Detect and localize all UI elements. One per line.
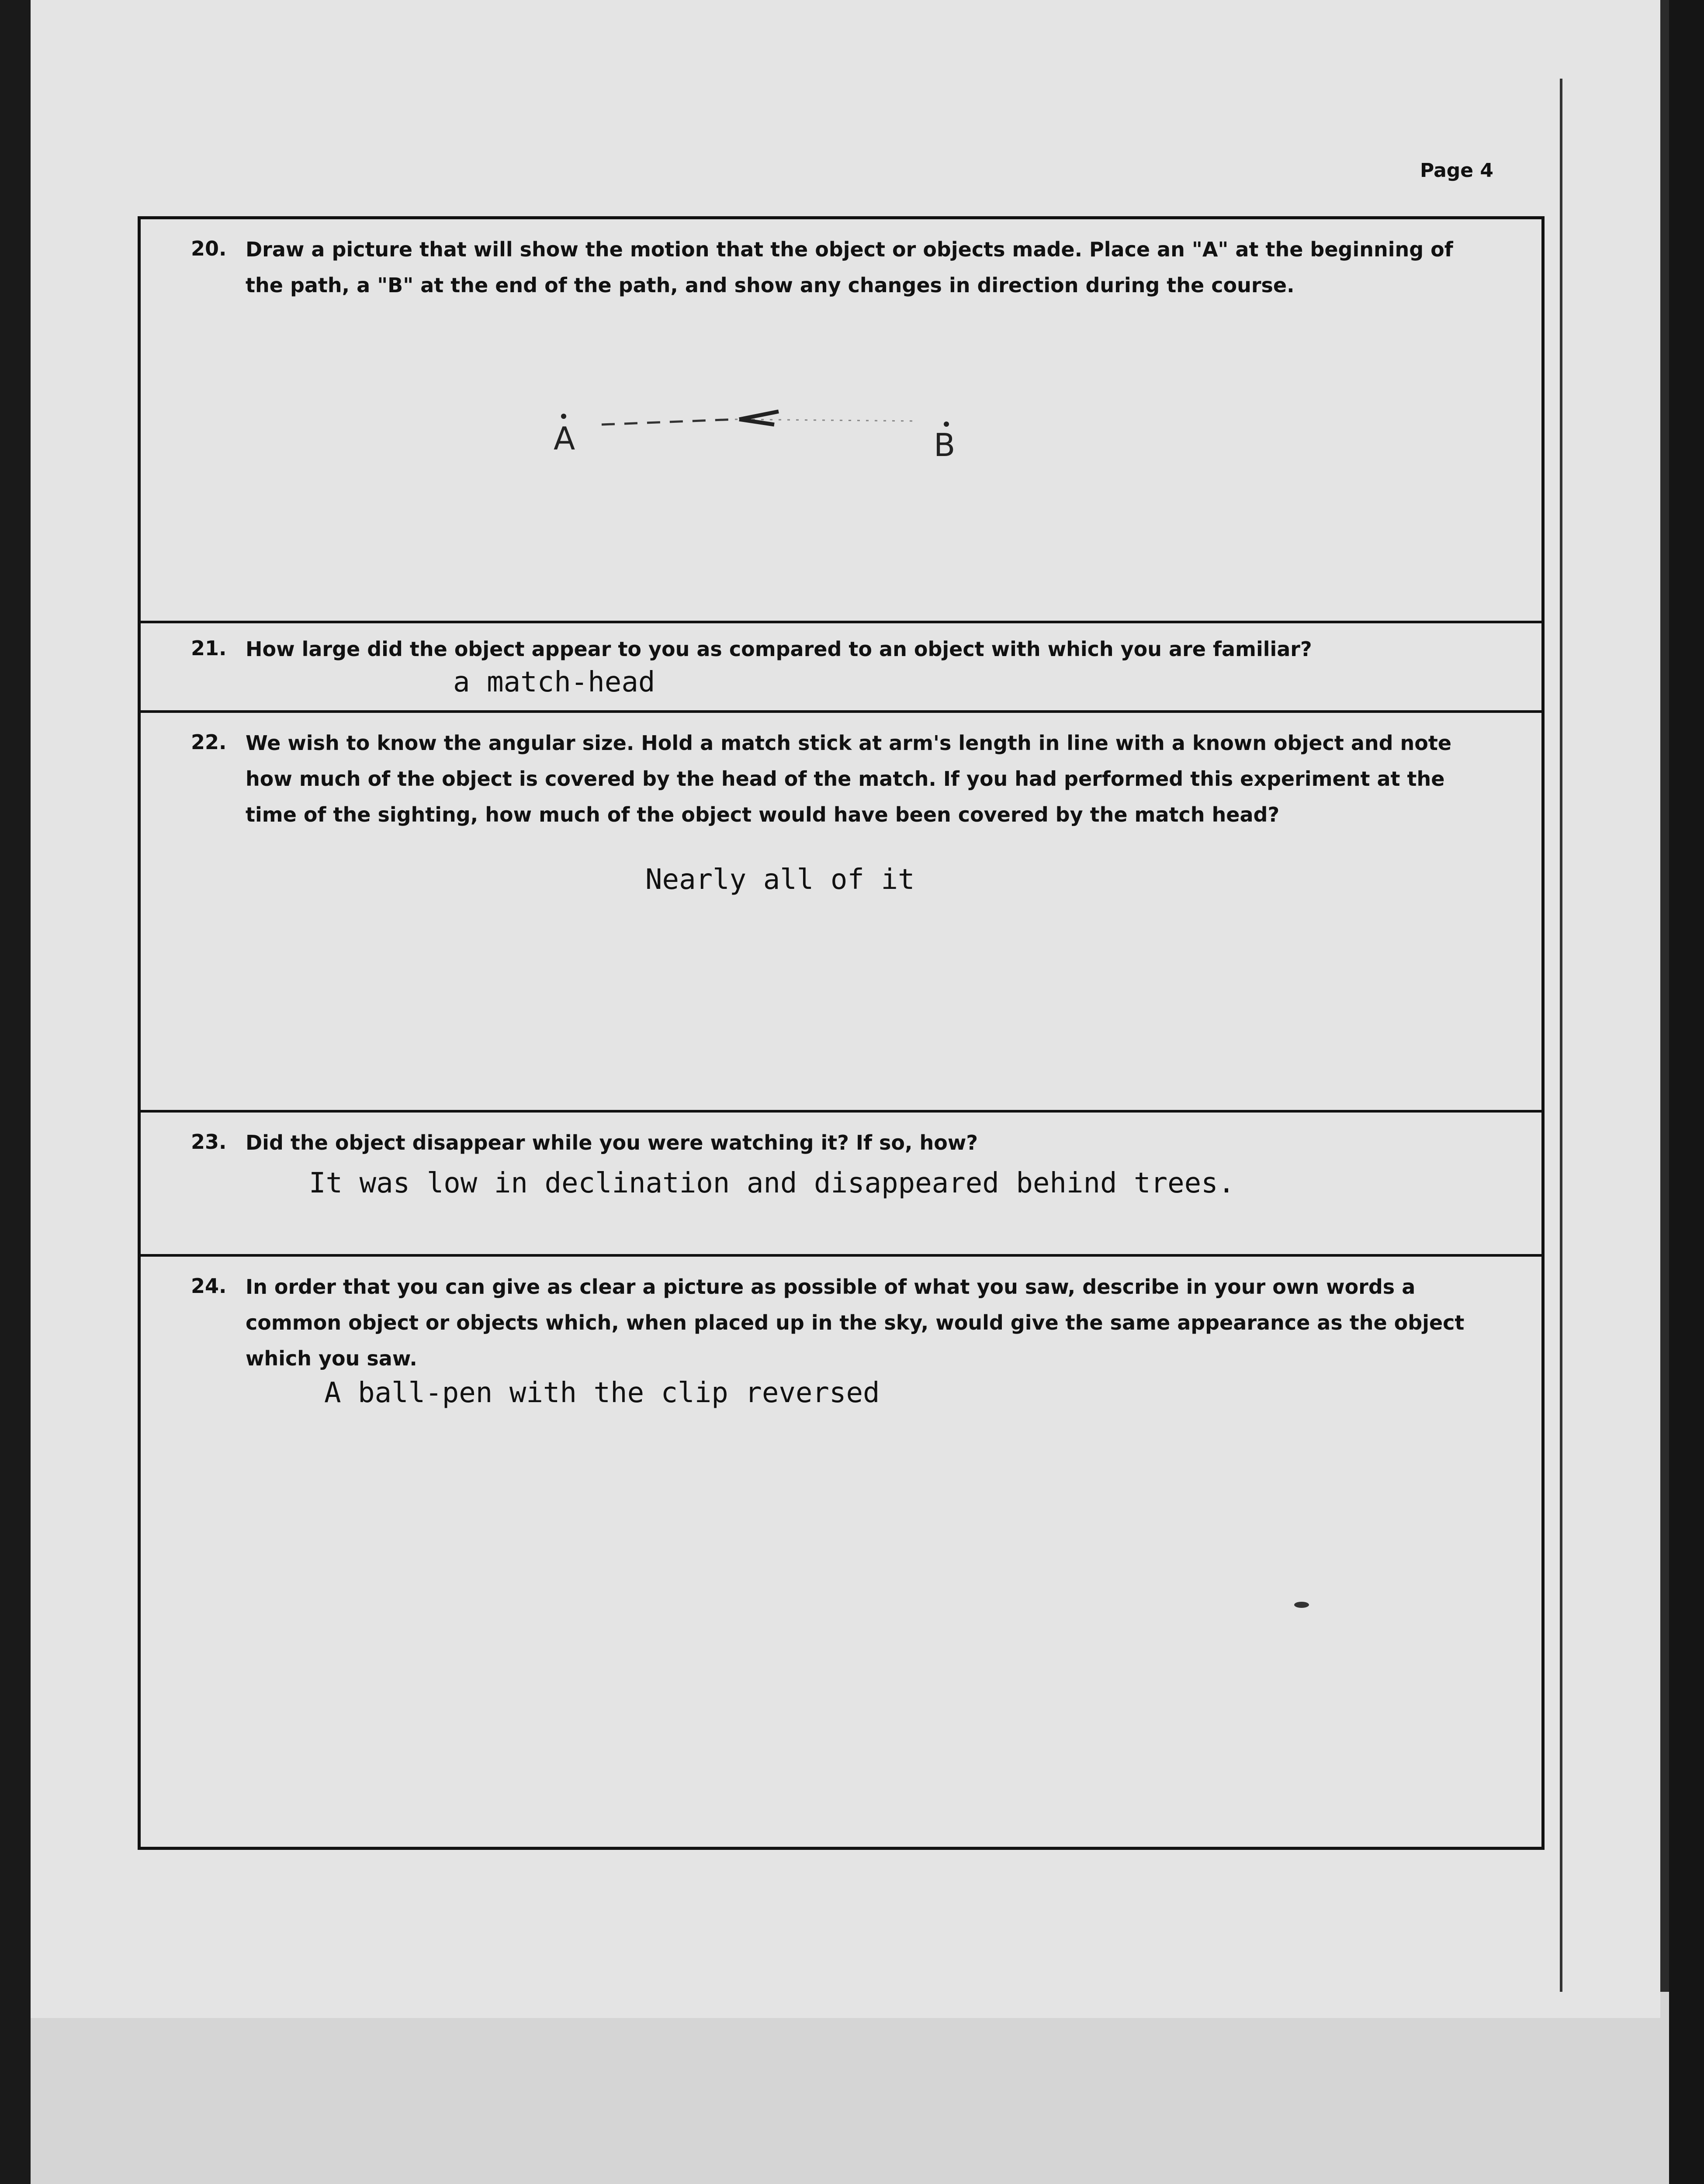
answer-text: Nearly all of it <box>645 864 915 896</box>
answer-text: It was low in declination and disappeared behind trees. <box>309 1167 1235 1199</box>
form-page <box>31 0 1660 2018</box>
question-number: 23. <box>191 1130 227 1154</box>
question-23 <box>141 1113 1541 1257</box>
scanner-backing <box>31 1992 1669 2184</box>
question-text: Draw a picture that will show the motion that the object or objects made. Place an "A" at the beginning of the path, a "B" at the end of the path, and show any changes in direction during the course. <box>246 238 1453 297</box>
question-number: 22. <box>191 730 227 754</box>
question-text: Did the object disappear while you were watching it? If so, how? <box>246 1131 978 1154</box>
page-number: Page 4 <box>1420 159 1494 182</box>
question-number: 21. <box>191 636 227 660</box>
answer-text: a match-head <box>453 666 655 698</box>
start-dot <box>561 414 566 419</box>
question-20 <box>141 219 1541 623</box>
scan-border-left <box>0 0 31 2184</box>
motion-sketch <box>141 219 1539 621</box>
question-24 <box>141 1257 1541 1846</box>
question-22 <box>141 713 1541 1113</box>
answer-text: A ball-pen with the clip reversed <box>324 1377 880 1409</box>
arrow-icon <box>739 411 779 425</box>
scan-border-right <box>1669 0 1704 2184</box>
sketch-label-b: B <box>934 427 956 463</box>
page-edge-line <box>1560 79 1562 1992</box>
question-21 <box>141 623 1541 713</box>
question-number: 20. <box>191 237 227 260</box>
question-text: In order that you can give as clear a picture as possible of what you saw, describe in your own words a common object or objects which, when placed up in the sky, would give the same appearance as the object which you saw. <box>246 1275 1465 1370</box>
question-text: We wish to know the angular size. Hold a match stick at arm's length in line with a known object and note how much of the object is covered by the head of the match. If you had performed this experiment at the time of the sighting, how much of the object would have been covered by the match head? <box>246 731 1452 826</box>
questionnaire-box <box>138 216 1545 1850</box>
sketch-label-a: A <box>554 420 575 457</box>
question-text: How large did the object appear to you as compared to an object with which you are familiar? <box>246 637 1312 661</box>
end-dot <box>944 422 949 427</box>
question-number: 24. <box>191 1274 227 1298</box>
motion-path <box>602 419 735 425</box>
ink-mark <box>1294 1602 1309 1608</box>
